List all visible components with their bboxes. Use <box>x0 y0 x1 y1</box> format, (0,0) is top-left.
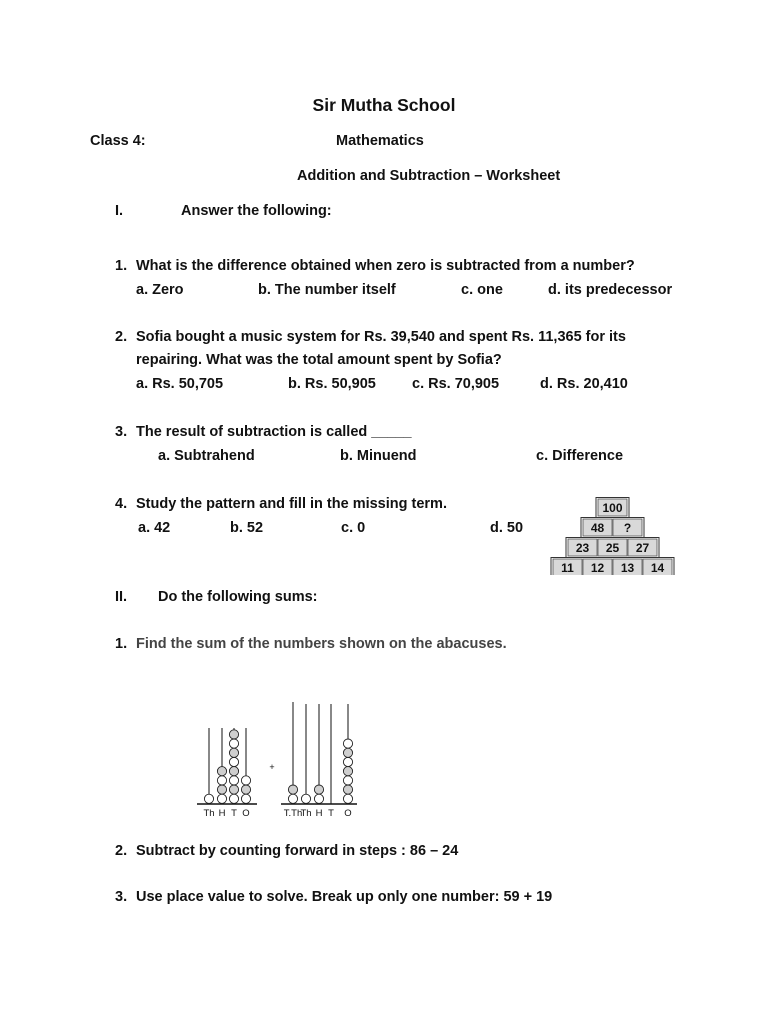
abacus-right-bead <box>301 794 310 803</box>
abacus-right-bead <box>288 785 297 794</box>
abacus-left-place-label: H <box>218 808 226 819</box>
s2-q2-number: 2. <box>115 843 128 859</box>
pyramid-cell-value: 12 <box>590 561 605 575</box>
school-name: Sir Mutha School <box>312 95 456 115</box>
q4-text: Study the pattern and fill in the missing term. <box>136 496 447 512</box>
section-2-numeral: II. <box>115 589 128 605</box>
abacus-right-place-label: Th <box>300 808 312 819</box>
pyramid-cell-value: 27 <box>635 541 650 555</box>
abacus-plus-sign: + <box>269 762 275 772</box>
q2-option-c: c. Rs. 70,905 <box>412 376 500 392</box>
abacus-left-bead <box>229 794 238 803</box>
abacus-right-bead <box>288 794 297 803</box>
abacus-right-bead <box>314 785 323 794</box>
abacus-left-place-label: T <box>231 808 237 819</box>
abacus-right-place-label: O <box>344 808 352 819</box>
abacus-right-place-label: T.Th <box>283 808 303 819</box>
q4-number: 4. <box>115 496 128 512</box>
q3-option-a: a. Subtrahend <box>158 448 255 464</box>
pyramid-cell-value: 100 <box>602 501 623 515</box>
abacus-right-place-label: H <box>315 808 323 819</box>
q2-text-line1: Sofia bought a music system for Rs. 39,540 and spent Rs. 11,365 for its <box>136 329 626 345</box>
abacus-right-bead <box>343 785 352 794</box>
abacus-left-bead <box>229 739 238 748</box>
q1-option-d: d. its predecessor <box>548 282 673 298</box>
q4-option-c: c. 0 <box>341 520 366 536</box>
pyramid-cell-value: 11 <box>561 561 574 575</box>
abacus-left-bead <box>217 794 226 803</box>
section-1-heading: Answer the following: <box>181 203 332 219</box>
section-1-numeral: I. <box>115 203 124 219</box>
abacus-left-bead <box>217 776 226 785</box>
q2-text-line2: repairing. What was the total amount spent by Sofia? <box>136 352 502 368</box>
abacus-figure <box>195 700 365 825</box>
abacus-left-bead <box>241 785 250 794</box>
number-pyramid <box>550 497 675 575</box>
abacus-right-place-label: T <box>328 808 334 819</box>
abacus-right-bead <box>343 794 352 803</box>
abacus-right-bead <box>343 776 352 785</box>
pyramid-cell-value: ? <box>623 521 632 535</box>
q2-option-d: d. Rs. 20,410 <box>540 376 628 392</box>
abacus-left-bead <box>229 757 238 766</box>
section-2-heading: Do the following sums: <box>158 589 318 605</box>
s2-q3-text: Use place value to solve. Break up only one number: 59 + 19 <box>136 889 553 905</box>
pyramid-cell-value: 48 <box>590 521 605 535</box>
q1-number: 1. <box>115 258 128 274</box>
q3-option-b: b. Minuend <box>340 448 417 464</box>
abacus-left-bead <box>217 767 226 776</box>
pyramid-cell-value: 25 <box>605 541 620 555</box>
pyramid-cell-value: 23 <box>575 541 590 555</box>
q2-option-a: a. Rs. 50,705 <box>136 376 224 392</box>
s2-q1-text: Find the sum of the numbers shown on the abacuses. <box>136 636 507 652</box>
abacus-left-bead <box>229 730 238 739</box>
q4-option-a: a. 42 <box>138 520 171 536</box>
abacus-left-place-label: O <box>242 808 250 819</box>
abacus-right-bead <box>343 739 352 748</box>
s2-q3-number: 3. <box>115 889 128 905</box>
abacus-right-bead <box>343 767 352 776</box>
pyramid-cell-value: 13 <box>620 561 635 575</box>
q2-option-b: b. Rs. 50,905 <box>288 376 376 392</box>
subject-label: Mathematics <box>336 133 424 149</box>
abacus-left-bead <box>241 776 250 785</box>
q3-text: The result of subtraction is called _____ <box>136 424 412 440</box>
abacus-left-bead <box>229 748 238 757</box>
abacus-right-bead <box>343 748 352 757</box>
abacus-left-bead <box>229 776 238 785</box>
abacus-left-bead <box>241 794 250 803</box>
q3-number: 3. <box>115 424 128 440</box>
pyramid-cell-value: 14 <box>650 561 665 575</box>
abacus-left-bead <box>204 794 213 803</box>
q4-option-b: b. 52 <box>230 520 264 536</box>
q1-option-a: a. Zero <box>136 282 184 298</box>
abacus-right-bead <box>343 757 352 766</box>
abacus-right-bead <box>314 794 323 803</box>
abacus-left-bead <box>217 785 226 794</box>
s2-q1-number: 1. <box>115 636 128 652</box>
abacus-left-place-label: Th <box>203 808 215 819</box>
q2-number: 2. <box>115 329 128 345</box>
abacus-left-bead <box>229 767 238 776</box>
q3-option-c: c. Difference <box>536 448 624 464</box>
abacus-left-bead <box>229 785 238 794</box>
s2-q2-text: Subtract by counting forward in steps : 86 – 24 <box>136 843 459 859</box>
q1-text: What is the difference obtained when zero is subtracted from a number? <box>136 258 635 274</box>
q1-option-c: c. one <box>461 282 503 298</box>
class-label: Class 4: <box>90 133 146 149</box>
q1-option-b: b. The number itself <box>258 282 396 298</box>
worksheet-title: Addition and Subtraction – Worksheet <box>297 168 561 184</box>
q4-option-d: d. 50 <box>490 520 524 536</box>
